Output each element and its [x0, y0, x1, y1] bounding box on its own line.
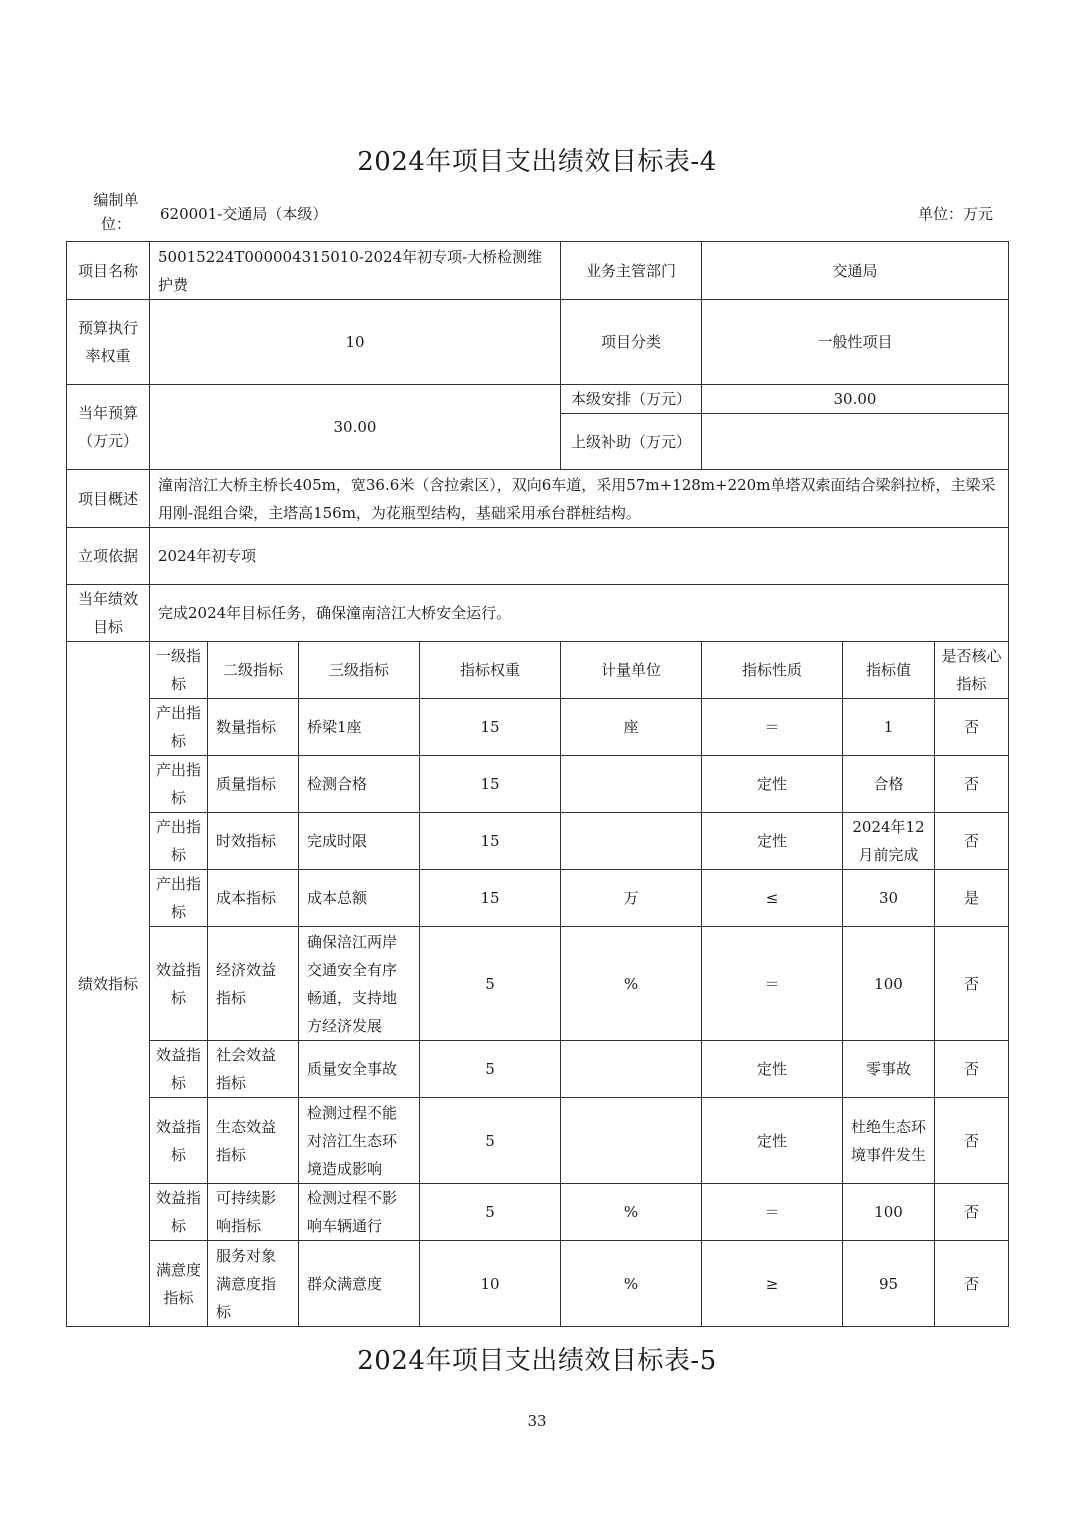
- weight-cell: 15: [420, 756, 561, 813]
- level2-cell: 生态效益指标: [208, 1098, 299, 1184]
- core-cell: 是: [935, 870, 1009, 927]
- money-unit: 单位：万元: [918, 205, 994, 223]
- table-row: [67, 927, 1009, 1041]
- table-row: [67, 813, 1009, 870]
- level1-cell: 产出指标: [150, 699, 208, 756]
- column-header: 指标性质: [702, 642, 843, 699]
- level1-cell: 效益指标: [150, 1098, 208, 1184]
- value-cell: 2024年12月前完成: [843, 813, 935, 870]
- upper-subsidy-value: [702, 414, 1009, 470]
- performance-table: [66, 241, 1009, 1327]
- indicators-section-label: 绩效指标: [67, 642, 150, 1327]
- page-title: 2024年项目支出绩效目标表-4: [357, 147, 717, 177]
- nature-cell: ≤: [702, 870, 843, 927]
- level3-cell: 检测过程不能对涪江生态环境造成影响: [299, 1098, 420, 1184]
- table-row: [67, 699, 1009, 756]
- annual-goal-label: 当年绩效目标: [67, 585, 150, 642]
- category-value: 一般性项目: [702, 300, 1009, 385]
- level1-cell: 效益指标: [150, 927, 208, 1041]
- budget-label: 当年预算（万元）: [67, 385, 150, 470]
- project-name-label: 项目名称: [67, 242, 150, 300]
- weight-cell: 15: [420, 813, 561, 870]
- level2-cell: 经济效益指标: [208, 927, 299, 1041]
- weight-cell: 5: [420, 1184, 561, 1241]
- core-cell: 否: [935, 927, 1009, 1041]
- overview-value: 潼南涪江大桥主桥长405m，宽36.6米（含拉索区），双向6车道，采用57m+128m+220m单塔双索面结合梁斜拉桥，主梁采用刚-混组合梁，主塔高156m，为花瓶型结构，基础采用承台群桩结构。: [150, 470, 1009, 528]
- column-header: 计量单位: [561, 642, 702, 699]
- unit-cell: 座: [561, 699, 702, 756]
- table-row: [67, 870, 1009, 927]
- table-row: [67, 756, 1009, 813]
- value-cell: 100: [843, 1184, 935, 1241]
- weight-cell: 5: [420, 1041, 561, 1098]
- local-budget-value: 30.00: [702, 385, 1009, 414]
- value-cell: 95: [843, 1241, 935, 1327]
- level3-cell: 成本总额: [299, 870, 420, 927]
- level3-cell: 完成时限: [299, 813, 420, 870]
- weight-cell: 15: [420, 870, 561, 927]
- basis-value: 2024年初专项: [150, 528, 1009, 585]
- core-cell: 否: [935, 1184, 1009, 1241]
- level3-cell: 检测过程不影响车辆通行: [299, 1184, 420, 1241]
- value-cell: 1: [843, 699, 935, 756]
- basis-label: 立项依据: [67, 528, 150, 585]
- weight-cell: 10: [420, 1241, 561, 1327]
- table-row: [67, 1241, 1009, 1327]
- unit-cell: [561, 756, 702, 813]
- weight-cell: 5: [420, 927, 561, 1041]
- table-row: [67, 1184, 1009, 1241]
- nature-cell: 定性: [702, 813, 843, 870]
- next-table-title: 2024年项目支出绩效目标表-5: [357, 1346, 717, 1376]
- nature-cell: 定性: [702, 1041, 843, 1098]
- column-header: 一级指标: [150, 642, 208, 699]
- level2-cell: 数量指标: [208, 699, 299, 756]
- rate-weight-label: 预算执行率权重: [67, 300, 150, 385]
- level2-cell: 服务对象满意度指标: [208, 1241, 299, 1327]
- level2-cell: 质量指标: [208, 756, 299, 813]
- table-row: [67, 1098, 1009, 1184]
- core-cell: 否: [935, 699, 1009, 756]
- core-cell: 否: [935, 756, 1009, 813]
- level3-cell: 群众满意度: [299, 1241, 420, 1327]
- budget-value: 30.00: [150, 385, 561, 470]
- core-cell: 否: [935, 1041, 1009, 1098]
- value-cell: 杜绝生态环境事件发生: [843, 1098, 935, 1184]
- level1-cell: 产出指标: [150, 870, 208, 927]
- level2-cell: 时效指标: [208, 813, 299, 870]
- org-value: 620001-交通局（本级）: [160, 205, 328, 223]
- nature-cell: 定性: [702, 756, 843, 813]
- level3-cell: 质量安全事故: [299, 1041, 420, 1098]
- nature-cell: ＝: [702, 699, 843, 756]
- core-cell: 否: [935, 1098, 1009, 1184]
- upper-subsidy-label: 上级补助（万元）: [561, 414, 702, 470]
- unit-cell: 万: [561, 870, 702, 927]
- annual-goal-value: 完成2024年目标任务，确保潼南涪江大桥安全运行。: [150, 585, 1009, 642]
- unit-cell: [561, 813, 702, 870]
- column-header: 指标值: [843, 642, 935, 699]
- column-header: 三级指标: [299, 642, 420, 699]
- column-header: 二级指标: [208, 642, 299, 699]
- level1-cell: 产出指标: [150, 813, 208, 870]
- level2-cell: 社会效益指标: [208, 1041, 299, 1098]
- weight-cell: 15: [420, 699, 561, 756]
- level1-cell: 效益指标: [150, 1041, 208, 1098]
- unit-cell: [561, 1041, 702, 1098]
- core-cell: 否: [935, 1241, 1009, 1327]
- unit-cell: %: [561, 1184, 702, 1241]
- weight-cell: 5: [420, 1098, 561, 1184]
- table-row: [67, 1041, 1009, 1098]
- org-label: 编制单位：: [93, 191, 139, 233]
- overview-label: 项目概述: [67, 470, 150, 528]
- rate-weight-value: 10: [150, 300, 561, 385]
- level2-cell: 可持续影响指标: [208, 1184, 299, 1241]
- unit-cell: %: [561, 927, 702, 1041]
- level3-cell: 检测合格: [299, 756, 420, 813]
- category-label: 项目分类: [561, 300, 702, 385]
- core-cell: 否: [935, 813, 1009, 870]
- column-header: 指标权重: [420, 642, 561, 699]
- column-header: 是否核心指标: [935, 642, 1009, 699]
- level1-cell: 效益指标: [150, 1184, 208, 1241]
- nature-cell: 定性: [702, 1098, 843, 1184]
- value-cell: 合格: [843, 756, 935, 813]
- unit-cell: %: [561, 1241, 702, 1327]
- local-budget-label: 本级安排（万元）: [561, 385, 702, 414]
- dept-value: 交通局: [702, 242, 1009, 300]
- nature-cell: ≥: [702, 1241, 843, 1327]
- value-cell: 100: [843, 927, 935, 1041]
- level3-cell: 桥梁1座: [299, 699, 420, 756]
- dept-label: 业务主管部门: [561, 242, 702, 300]
- level1-cell: 产出指标: [150, 756, 208, 813]
- value-cell: 30: [843, 870, 935, 927]
- level1-cell: 满意度指标: [150, 1241, 208, 1327]
- value-cell: 零事故: [843, 1041, 935, 1098]
- nature-cell: ＝: [702, 1184, 843, 1241]
- nature-cell: ＝: [702, 927, 843, 1041]
- unit-cell: [561, 1098, 702, 1184]
- page-number: 33: [527, 1412, 547, 1430]
- level3-cell: 确保涪江两岸交通安全有序畅通，支持地方经济发展: [299, 927, 420, 1041]
- project-name-value: 50015224T000004315010-2024年初专项-大桥检测维护费: [150, 242, 561, 300]
- level2-cell: 成本指标: [208, 870, 299, 927]
